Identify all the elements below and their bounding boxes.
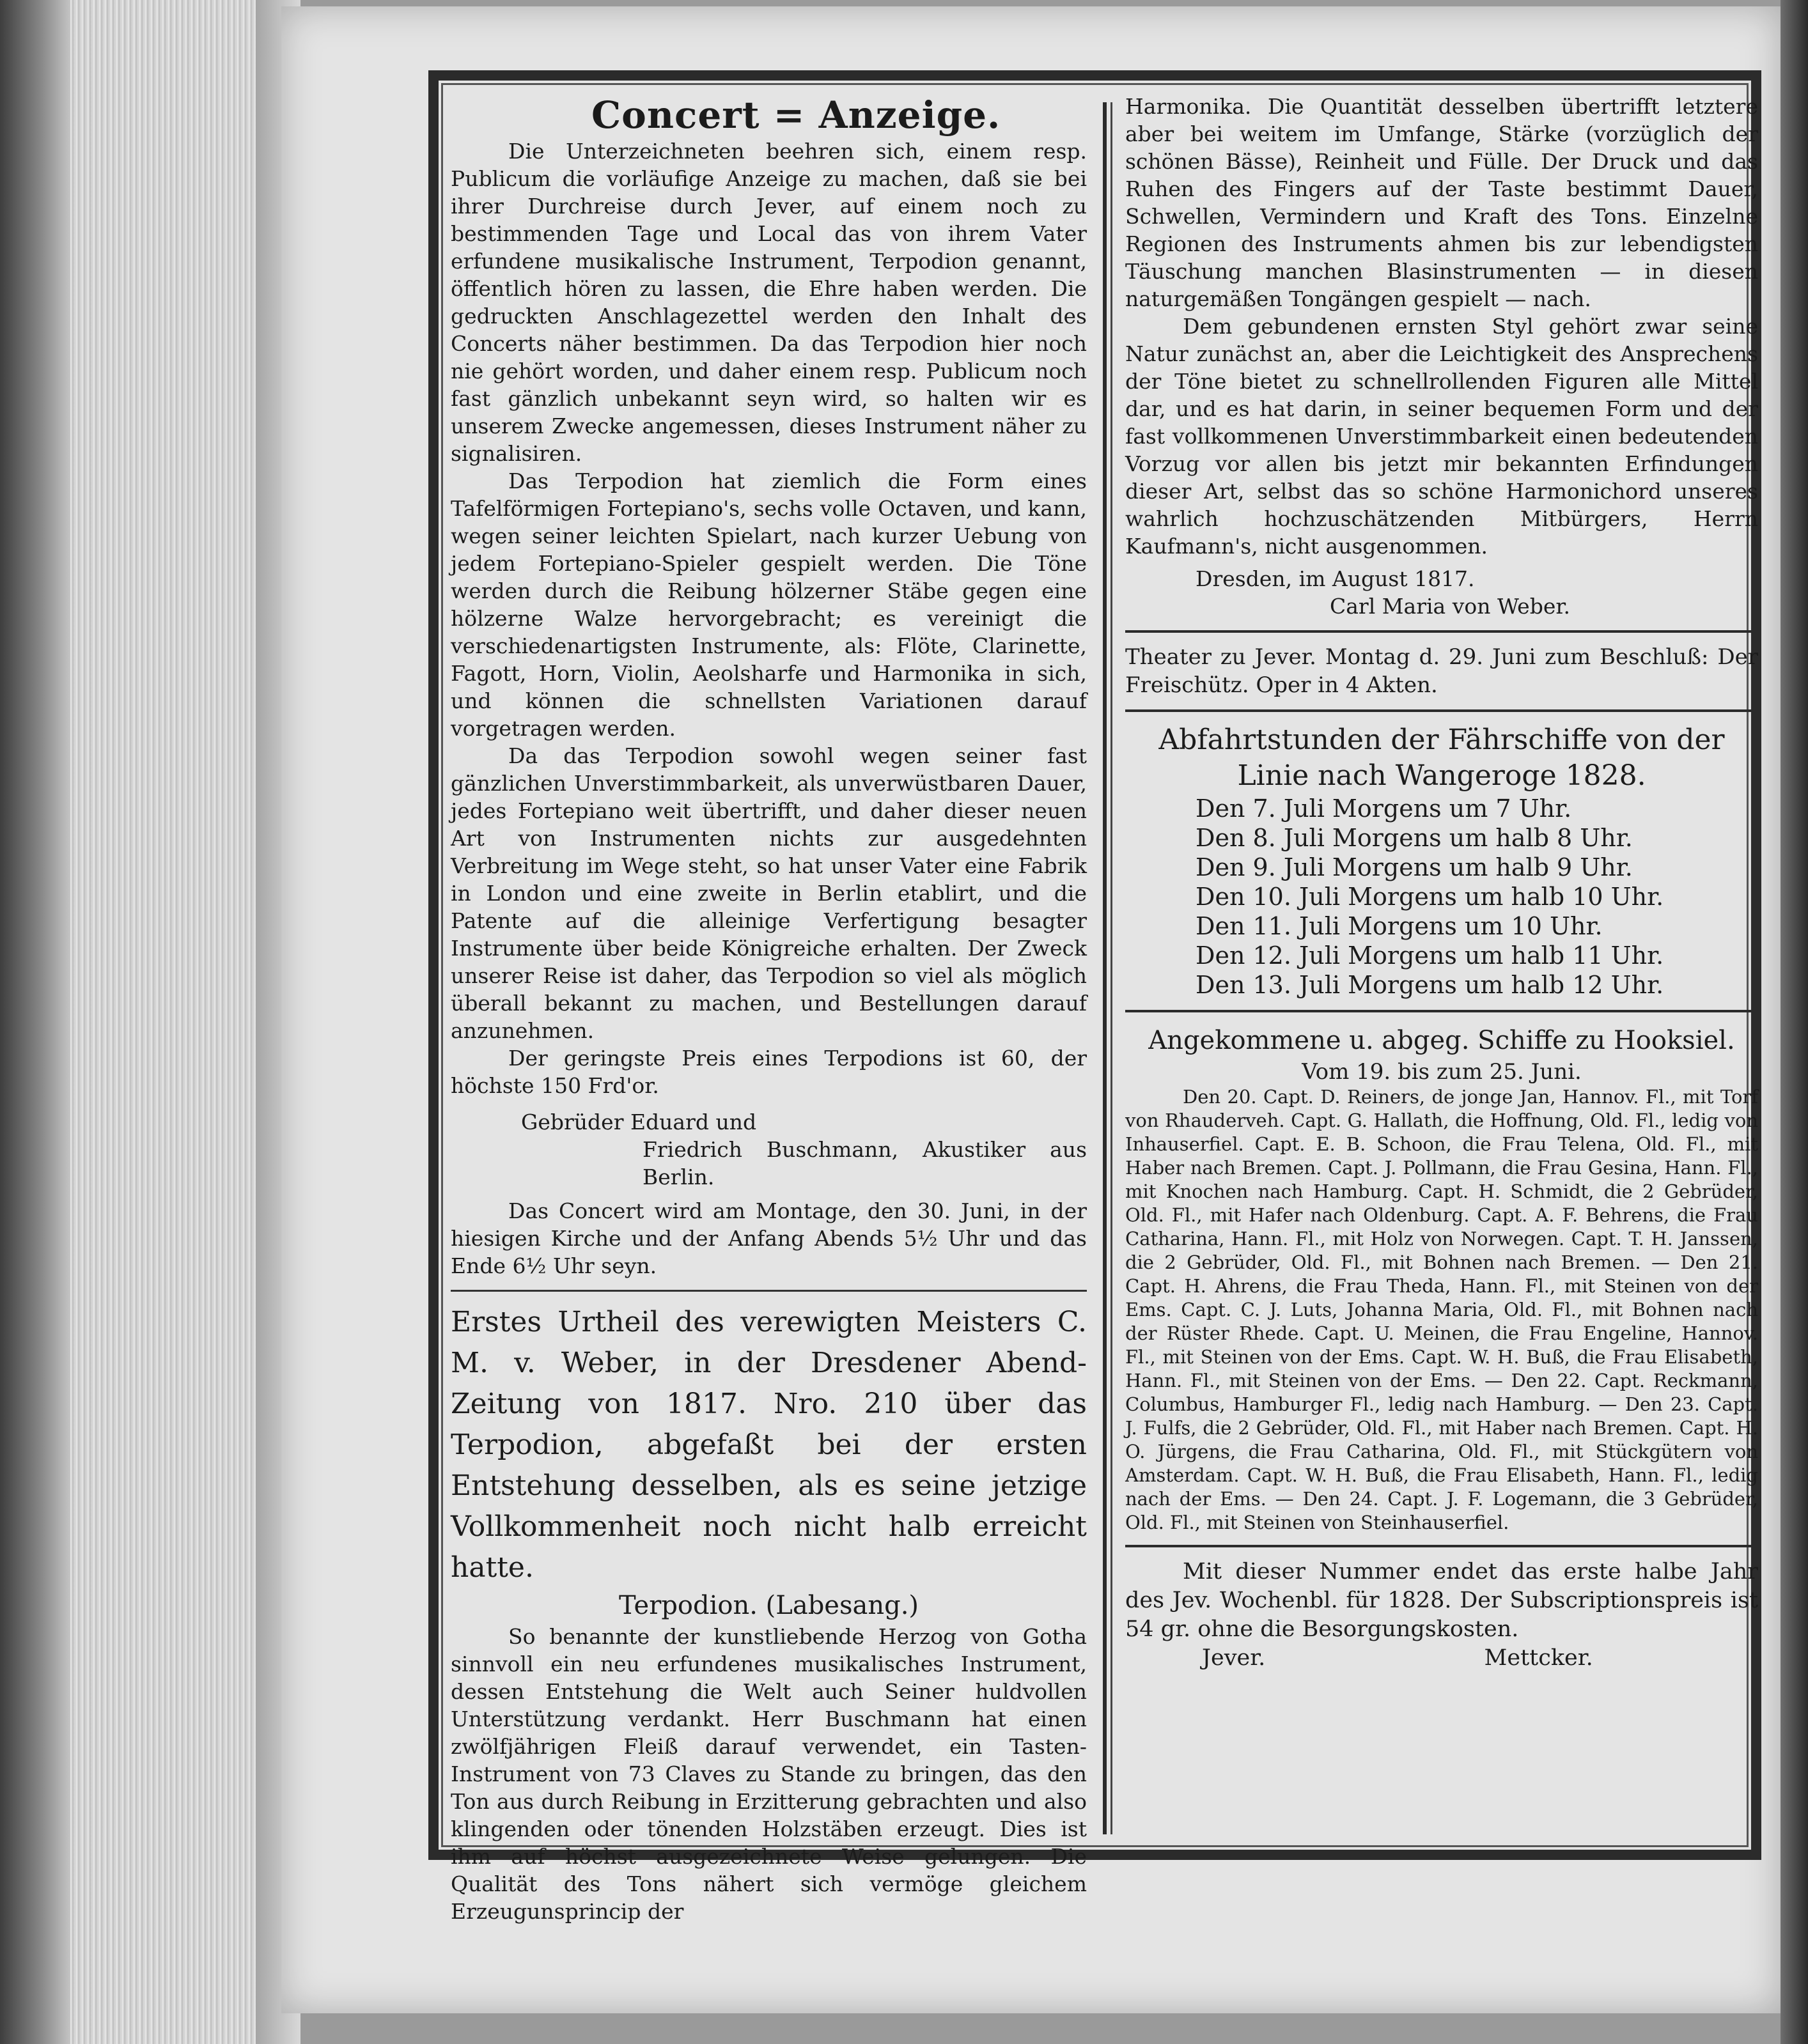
section-rule (451, 1290, 1087, 1292)
abfahrt-title-line-1: Abfahrtstunden der Fährschiffe von der (1158, 724, 1725, 756)
ships-title: Angekommene u. abgeg. Schiffe zu Hooksiel. (1148, 1026, 1735, 1055)
section-rule (1125, 709, 1758, 712)
closing-place: Jever. (1202, 1645, 1266, 1671)
ferry-schedule-row: Den 8. Juli Morgens um halb 8 Uhr. (1196, 824, 1633, 852)
book-right-edge (1781, 0, 1808, 2044)
ferry-schedule-row: Den 13. Juli Morgens um halb 12 Uhr. (1196, 971, 1664, 999)
left-column (451, 93, 1087, 1925)
ferry-schedule-list (1125, 794, 1758, 1000)
urtheil-heading: Erstes Urtheil des verewigten Meisters C. M. v. Weber, in der Dresdener Abend-Zeitung von 1817. Nro. 210 über das Terpodion, abgefaßt bei der ersten Entstehung desselben, als es seine jetzige Vollkommenheit noch nicht halb erreicht hatte. (451, 1306, 1087, 1584)
abfahrt-title-line-2: Linie nach Wangeroge 1828. (1237, 759, 1646, 792)
urtheil-place-date: Dresden, im August 1817. (1196, 566, 1475, 591)
ferry-schedule-row: Den 12. Juli Morgens um halb 11 Uhr. (1196, 941, 1664, 970)
column-divider (1103, 102, 1107, 1834)
closing-publisher: Mettcker. (1484, 1645, 1593, 1671)
ferry-schedule-row: Den 10. Juli Morgens um halb 10 Uhr. (1196, 883, 1664, 911)
concert-date-notice: Das Concert wird am Montage, den 30. Juni, in der hiesigen Kirche und der Anfang Abends 5½ Uhr und das Ende 6½ Uhr seyn. (451, 1198, 1087, 1278)
closing-notice: Mit dieser Nummer endet das erste halbe Jahr des Jev. Wochenbl. für 1828. Der Subscriptionspreis ist 54 gr. ohne die Besorgungskosten. (1125, 1559, 1758, 1642)
concert-paragraph-3: Da das Terpodion sowohl wegen seiner fast gänzlichen Unverstimmbarkeit, als unverwüstbaren Dauer, jedes Fortepiano weit übertrifft, und daher dieser neuen Art von Instrumenten nichts zur ausgedehnten Verbreitung im Wege steht, so hat unser Vater eine Fabrik in London und eine zweite in Berlin etablirt, und die Patente auf die alleinige Verfertigung besagter Instrumente über beide Königreiche erhalten. Der Zweck unserer Reise ist daher, das Terpodion so viel als möglich überall bekannt zu machen, und Bestellungen darauf anzunehmen. (451, 743, 1087, 1043)
closing-signature-row (1202, 1644, 1758, 1673)
signature-line-2: Friedrich Buschmann, Akustiker aus Berlin. (643, 1137, 1087, 1189)
urtheil-paragraph-2: Dem gebundenen ernsten Styl gehört zwar seine Natur zunächst an, aber die Leichtigkeit des Ansprechens der Töne bietet zu schnellrollenden Figuren alle Mittel dar, und es hat darin, in seiner bequemen Form und der fast vollkommenen Unverstimmbarkeit einen bedeutenden Vorzug vor allen bis jetzt mir bekannten Erfindungen dieser Art, selbst das so schöne Harmonichord unseres wahrlich hochzuschätzenden Mitbürgers, Herrn Kaufmann's, nicht ausgenommen. (1125, 314, 1758, 559)
terpodion-subtitle: Terpodion. (Labesang.) (618, 1591, 919, 1620)
ferry-schedule-row: Den 9. Juli Morgens um halb 9 Uhr. (1196, 853, 1633, 881)
book-page-stack (0, 0, 281, 2044)
urtheil-paragraph-1-continued: Harmonika. Die Quantität desselben übertrifft letztere aber bei weitem im Umfange, Stärke (vorzüglich der schönen Bässe), Reinheit und Fülle. Der Druck und das Ruhen des Fingers auf der Taste bestimmt Dauer, Schwellen, Vermindern und Kraft des Tons. Einzelne Regionen des Instruments ahmen bis zur lebendigsten Täuschung manchen Blasinstrumenten — in diesen naturgemäßen Tongängen gespielt — nach. (1125, 94, 1758, 311)
concert-title: Concert = Anzeige. (591, 93, 1001, 137)
ferry-schedule-row: Den 11. Juli Morgens um 10 Uhr. (1196, 912, 1603, 940)
ships-list-text: Den 20. Capt. D. Reiners, de jonge Jan, Hannov. Fl., mit Torf von Rhauderveh. Capt. G. Hallath, die Hoffnung, Old. Fl., ledig von Inhauserfiel. Capt. E. B. Schoon, die Frau Telena, Old. Fl., mit Haber nach Bremen. Capt. J. Pollmann, die Frau Gesina, Hann. Fl., mit Knochen nach Hamburg. Capt. H. Schmidt, die 2 Gebrüder, Old. Fl., mit Hafer nach Oldenburg. Capt. A. F. Behrens, die Frau Catharina, Hann. Fl., mit Holz von Norwegen. Capt. T. H. Janssen, die 2 Gebrüder, Old. Fl., mit Bohnen nach Bremen. — Den 21. Capt. H. Ahrens, die Frau Theda, Hann. Fl., mit Steinen von der Ems. Capt. C. J. Luts, Johanna Maria, Old. Fl., mit Bohnen nach der Rüster Rhede. Capt. U. Meinen, die Frau Engeline, Hannov. Fl., mit Steinen von der Ems. Capt. W. H. Buß, die Frau Elisabeth, Hann. Fl., mit Steinen von der Ems. — Den 22. Capt. Reckmann, Columbus, Hamburger Fl., ledig nach Hamburg. — Den 23. Capt. J. Fulfs, die 2 Gebrüder, Old. Fl., mit Haber nach Bremen. Capt. H. O. Jürgens, die Frau Catharina, Old. Fl., mit Stückgütern von Amsterdam. Capt. W. H. Buß, die Frau Elisabeth, Hann. Fl., ledig nach der Ems. — Den 24. Capt. J. F. Logemann, die 3 Gebrüder, Old. Fl., mit Steinen von Steinhauserfiel. (1125, 1086, 1758, 1533)
section-rule (1125, 1545, 1758, 1547)
urtheil-author: Carl Maria von Weber. (1330, 594, 1571, 619)
section-rule (1125, 630, 1758, 633)
section-rule (1125, 1010, 1758, 1012)
concert-price: Der geringste Preis eines Terpodions ist 60, der höchste 150 Frd'or. (451, 1046, 1087, 1098)
concert-paragraph-2: Das Terpodion hat ziemlich die Form eines Tafelförmigen Fortepiano's, sechs volle Octaven, und kann, wegen seiner leichten Spielart, nach kurzer Uebung von jedem Fortepiano-Spieler gespielt werden. Die Töne werden durch die Reibung hölzerner Stäbe gegen eine hölzerne Walze hervorgebracht; es vereinigt die verschiedenartigsten Instrumente, als: Flöte, Clarinette, Fagott, Horn, Violin, Aeolsharfe und Harmonika in sich, und können die schnellsten Variationen darauf vorgetragen werden. (451, 468, 1087, 741)
theater-notice: Theater zu Jever. Montag d. 29. Juni zum Beschluß: Der Freischütz. Oper in 4 Akten. (1125, 644, 1758, 698)
right-column (1125, 93, 1758, 1673)
ferry-schedule-row: Den 7. Juli Morgens um 7 Uhr. (1196, 794, 1572, 823)
urtheil-paragraph-1: So benannte der kunstliebende Herzog von Gotha sinnvoll ein neu erfundenes musikalisches Instrument, dessen Entstehung die Welt auch Seiner huldvollen Unterstützung verdankt. Herr Buschmann hat einen zwölfjährigen Fleiß darauf verwendet, ein Tasten-Instrument von 73 Claves zu Stande zu bringen, das den Ton aus durch Reibung in Erzitterung gebrachten und also klingenden oder tönenden Holzstäben erzeugt. Dies ist ihm auf höchst ausgezeichnete Weise gelungen. Die Qualität des Tons nähert sich vermöge gleichem Erzeugunsprincip der (451, 1624, 1087, 1924)
concert-paragraph-1: Die Unterzeichneten beehren sich, einem resp. Publicum die vorläufige Anzeige zu machen, daß sie bei ihrer Durchreise durch Jever, auf einem noch zu bestimmenden Tage und Local das von ihrem Vater erfundene musikalische Instrument, Terpodion genannt, öffentlich hören zu lassen, die Ehre haben werden. Die gedruckten Anschlagezettel werden den Inhalt des Concerts näher bestimmen. Da das Terpodion hier noch nie gehört worden, und daher einem resp. Publicum noch fast gänzlich unbekannt seyn wird, so halten wir es unserem Zwecke angemessen, dieses Instrument näher zu signalisiren. (451, 139, 1087, 466)
ships-date-range: Vom 19. bis zum 25. Juni. (1302, 1059, 1582, 1085)
signature-line-1: Gebrüder Eduard und (521, 1110, 757, 1134)
